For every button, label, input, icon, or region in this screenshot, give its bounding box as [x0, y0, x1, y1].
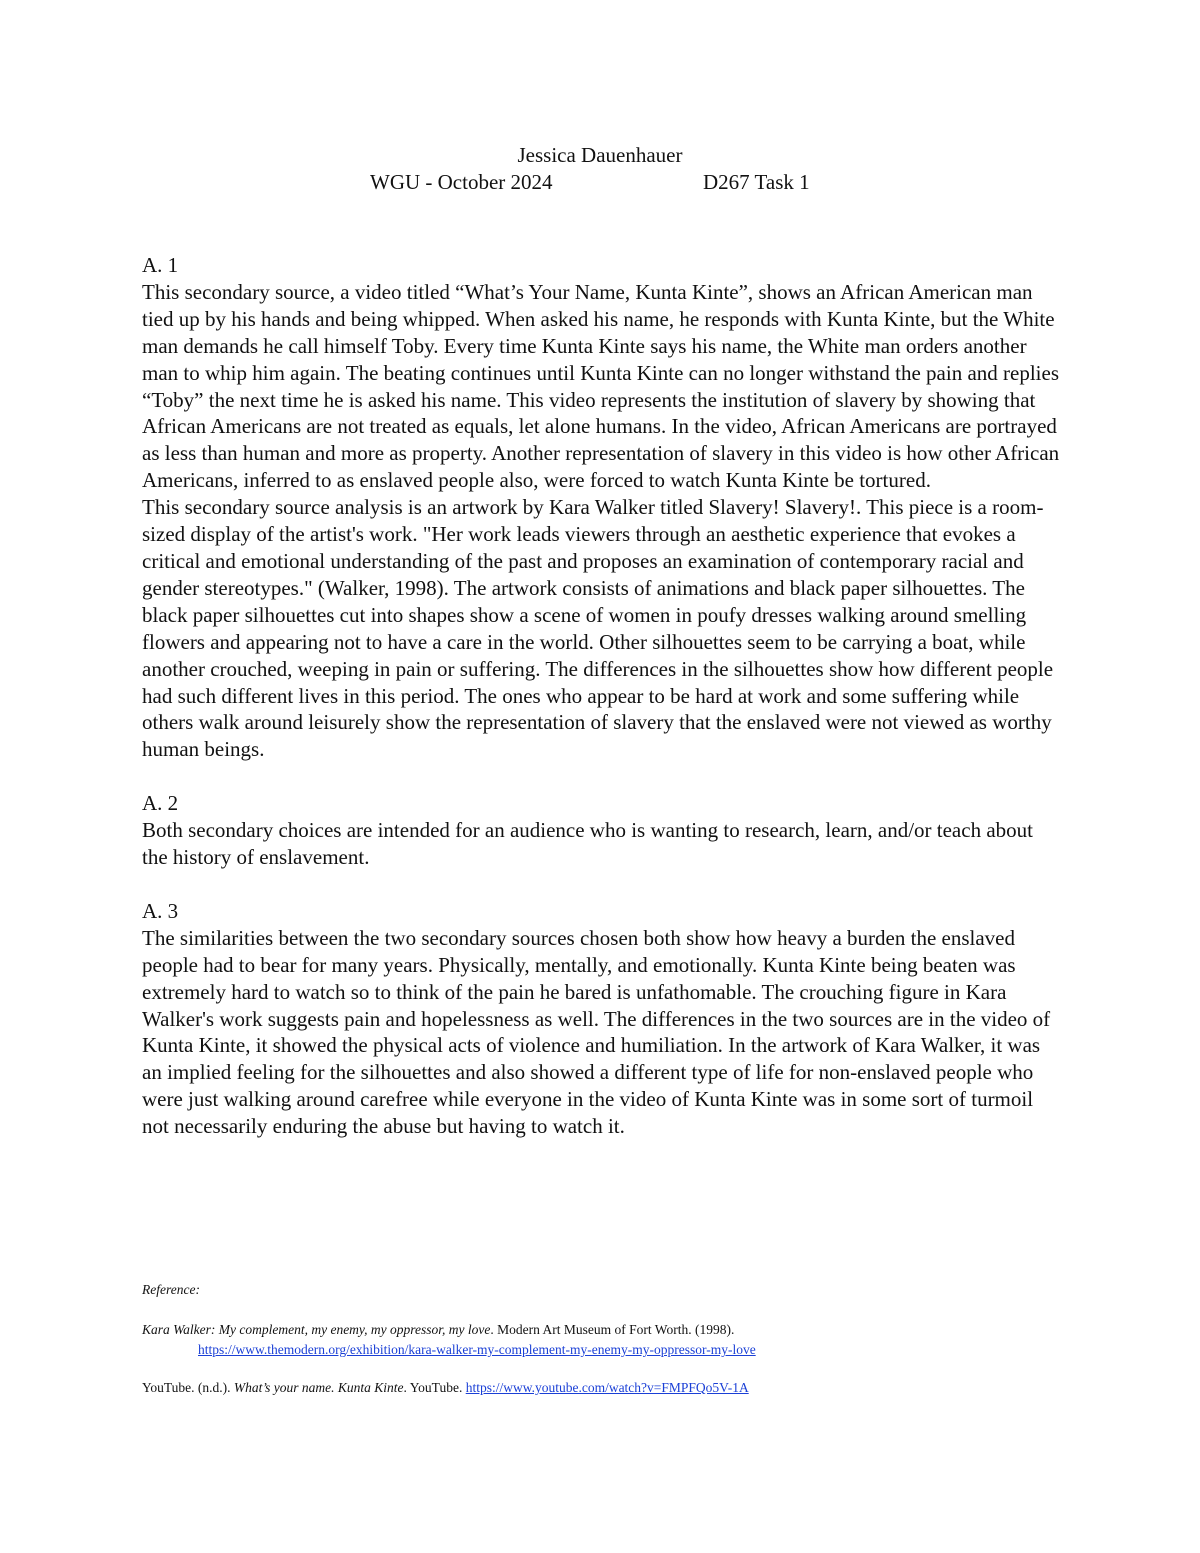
spacer — [142, 871, 1062, 898]
document-header — [0, 142, 1200, 196]
section-a1-paragraph-1: This secondary source, a video titled “What’s Your Name, Kunta Kinte”, shows an African American man tied up by his hands and being whipped. When asked his name, he responds with Kunta Kinte, but the White man demands he call himself Toby. Every time Kunta Kinte says his name, the White man orders another man to whip him again. The beating continues until Kunta Kinte can no longer withstand the pain and replies “Toby” the next time he is asked his name. This video represents the institution of slavery by showing that African Americans are not treated as equals, let alone humans. In the video, African Americans are portrayed as less than human and more as property. Another representation of slavery in this video is how other African Americans, inferred to as enslaved people also, were forced to watch Kunta Kinte be tortured. — [142, 279, 1060, 493]
section-a1-paragraph-2: This secondary source analysis is an artwork by Kara Walker titled Slavery! Slavery!. This piece is a room-sized display of the artist's work. "Her work leads viewers through an aesthetic experience that evokes a critical and emotional understanding of the past and proposes an examination of contemporary racial and gender stereotypes." (Walker, 1998). The artwork consists of animations and black paper silhouettes. The black paper silhouettes cut into shapes show a scene of women in poufy dresses walking around smelling flowers and appearing not to have a care in the world. Other silhouettes seem to be carrying a boat, while another crouched, weeping in pain or suffering. The differences in the silhouettes show how different people had such different lives in this period. The ones who appear to be hard at work and some suffering while others walk around leisurely show the representation of slavery that the enslaved were not viewed as worthy human beings. — [142, 495, 1054, 762]
spacer — [142, 763, 1062, 790]
section-a2-label: A. 2 — [142, 791, 179, 816]
reference-1-publisher: . Modern Art Museum of Fort Worth. (1998). — [490, 1322, 735, 1337]
reference-2-publisher: . YouTube. — [403, 1380, 466, 1395]
reference-entry-1 — [142, 1320, 1062, 1360]
reference-2-link[interactable]: https://www.youtube.com/watch?v=FMPFQo5V-1A — [465, 1380, 749, 1395]
document-body — [142, 252, 1062, 1140]
reference-2-prefix: YouTube. (n.d.). — [142, 1380, 234, 1395]
course-date: WGU - October 2024 — [370, 170, 553, 194]
section-a1-label: A. 1 — [142, 253, 179, 277]
reference-2-title: What’s your name. Kunta Kinte — [233, 1380, 404, 1395]
references — [142, 1280, 1062, 1416]
references-heading: Reference: — [142, 1282, 200, 1297]
reference-entry-2 — [142, 1378, 1062, 1398]
reference-1-title: Kara Walker: My complement, my enemy, my oppressor, my love — [142, 1322, 491, 1337]
author-name: Jessica Dauenhauer — [517, 143, 683, 167]
section-a3-paragraph-1: The similarities between the two secondary sources chosen both show how heavy a burden the enslaved people had to bear for many years. Physically, mentally, and emotionally. Kunta Kinte being beaten was extremely hard to watch so to think of the pain he bared is unfathomable. The crouching figure in Kara Walker's work suggests pain and hopelessness as well. The differences in the two sources are in the video of Kunta Kinte, it showed the physical acts of violence and humiliation. In the artwork of Kara Walker, it was an implied feeling for the silhouettes and also showed a different type of life for non-enslaved people who were just walking around carefree while everyone in the video of Kunta Kinte was in some sort of turmoil not necessarily enduring the abuse but having to watch it. — [142, 925, 1051, 1139]
header-course-line — [0, 169, 1200, 196]
section-a2-paragraph-1: Both secondary choices are intended for an audience who is wanting to research, learn, and/or teach about the history of enslavement. — [142, 818, 1033, 870]
task-label: D267 Task 1 — [703, 170, 810, 194]
reference-1-link[interactable]: https://www.themodern.org/exhibition/kara-walker-my-complement-my-enemy-my-oppressor-my-love — [198, 1342, 756, 1357]
section-a3-label: A. 3 — [142, 898, 179, 923]
